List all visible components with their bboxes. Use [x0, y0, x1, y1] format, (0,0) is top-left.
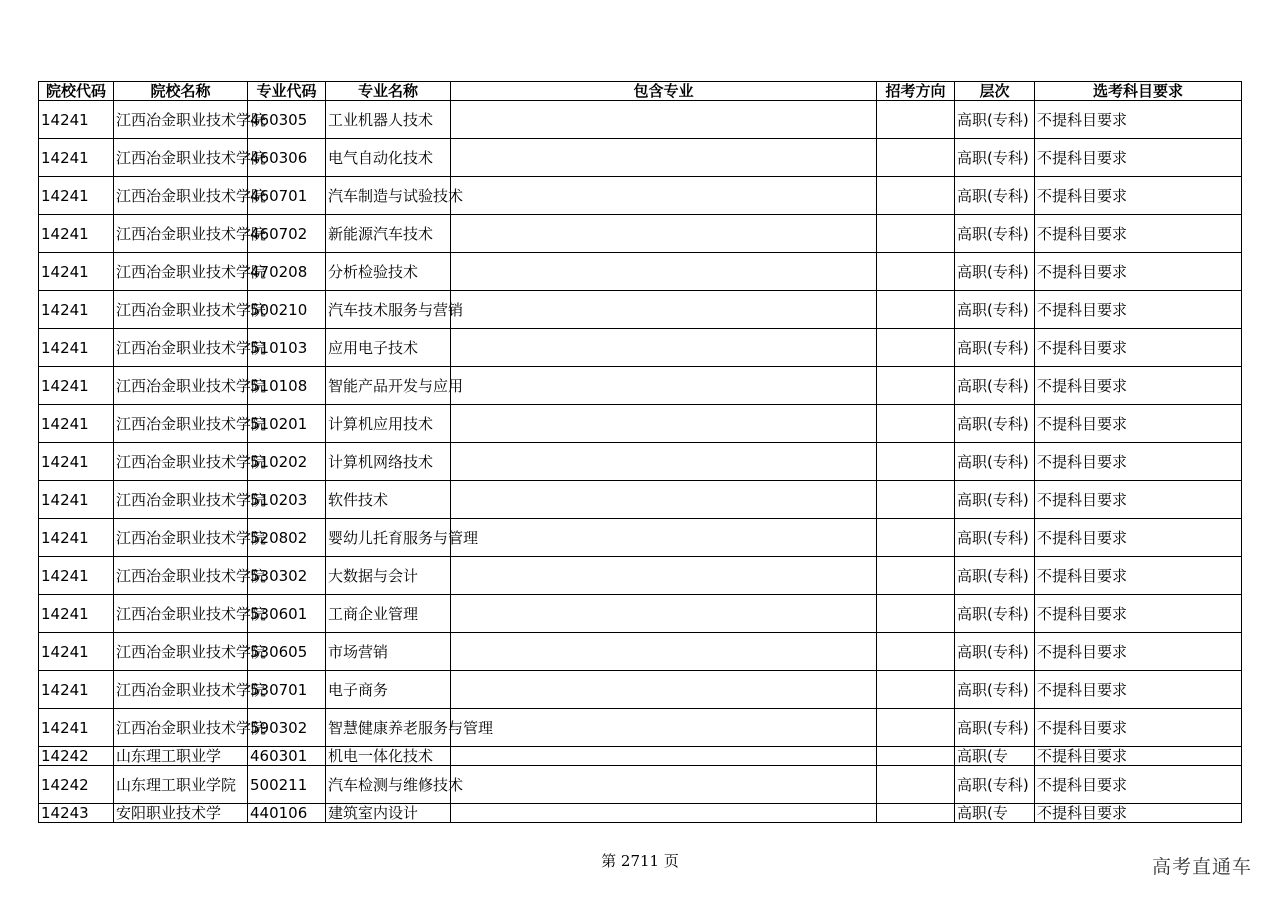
direction-cell: [877, 139, 955, 177]
table-row: [39, 519, 1242, 557]
school-code-cell: 14241: [39, 557, 114, 595]
level-cell-text: 高职(专科): [957, 490, 1029, 509]
level-cell: [955, 804, 1035, 823]
requirement-cell: 不提科目要求: [1035, 443, 1242, 481]
table-row: [39, 633, 1242, 671]
school-name-cell: [114, 253, 267, 291]
table-row: [39, 766, 1242, 804]
page-number: 第 2711 页: [601, 852, 679, 870]
major-code-cell: 530601: [248, 595, 326, 633]
included-majors-cell: [451, 291, 877, 329]
header-requirement: 选考科目要求: [1035, 82, 1242, 101]
school-name-cell: [114, 367, 267, 405]
level-cell: [955, 215, 1035, 253]
major-name-cell: [326, 709, 494, 747]
school-code-cell: 14241: [39, 519, 114, 557]
level-cell-text: 高职(专科): [957, 148, 1029, 167]
admission-table: [38, 81, 1242, 823]
level-cell-text: 高职(专科): [957, 566, 1029, 585]
level-cell-text: 高职(专科): [957, 110, 1029, 129]
level-cell-text: 高职(专科): [957, 414, 1029, 433]
included-majors-cell: [451, 519, 877, 557]
major-code-cell: 530701: [248, 671, 326, 709]
school-name-cell-text: 江西冶金职业技术学院: [116, 110, 267, 129]
major-name-cell: [326, 329, 451, 367]
school-code-cell: 14241: [39, 481, 114, 519]
level-cell: [955, 253, 1035, 291]
direction-cell: [877, 557, 955, 595]
requirement-cell: 不提科目要求: [1035, 215, 1242, 253]
major-name-cell-text: 计算机应用技术: [328, 414, 434, 433]
major-name-cell-text: 大数据与会计: [328, 566, 419, 585]
major-code-cell: 440106: [248, 804, 326, 823]
major-code-cell: 460306: [248, 139, 326, 177]
table-row: [39, 747, 1242, 766]
requirement-cell: 不提科目要求: [1035, 405, 1242, 443]
school-code-cell: 14241: [39, 329, 114, 367]
major-name-cell: [326, 253, 451, 291]
requirement-cell: 不提科目要求: [1035, 766, 1242, 804]
school-name-cell: [114, 557, 267, 595]
table-row: [39, 215, 1242, 253]
school-name-cell-text: 江西冶金职业技术学院: [116, 224, 267, 243]
included-majors-cell: [451, 671, 877, 709]
direction-cell: [877, 709, 955, 747]
direction-cell: [877, 367, 955, 405]
level-cell: [955, 747, 1035, 766]
school-name-cell-text: 江西冶金职业技术学院: [116, 376, 267, 395]
school-name-cell: [114, 766, 248, 804]
major-name-cell-text: 建筑室内设计: [328, 804, 419, 822]
header-school-name: 院校名称: [114, 82, 248, 101]
requirement-cell: 不提科目要求: [1035, 101, 1242, 139]
included-majors-cell: [451, 766, 877, 804]
major-code-cell: 470208: [248, 253, 326, 291]
included-majors-cell: [451, 709, 877, 747]
level-cell: [955, 139, 1035, 177]
school-name-cell-text: 江西冶金职业技术学院: [116, 186, 267, 205]
school-code-cell: 14241: [39, 139, 114, 177]
watermark-text: 高考直通车: [1151, 856, 1252, 878]
school-name-cell-text: 江西冶金职业技术学院: [116, 680, 267, 699]
major-name-cell-text: 智慧健康养老服务与管理: [328, 718, 494, 737]
school-code-cell: 14242: [39, 766, 114, 804]
school-name-cell-text: 江西冶金职业技术学院: [116, 414, 267, 433]
major-name-cell-text: 新能源汽车技术: [328, 224, 434, 243]
requirement-cell: 不提科目要求: [1035, 329, 1242, 367]
major-name-cell: [326, 481, 451, 519]
school-name-cell: [114, 633, 267, 671]
school-code-cell: 14241: [39, 671, 114, 709]
school-code-cell: 14241: [39, 253, 114, 291]
table-row: [39, 101, 1242, 139]
school-name-cell-text: 江西冶金职业技术学院: [116, 718, 267, 737]
direction-cell: [877, 253, 955, 291]
school-name-cell: [114, 405, 267, 443]
school-name-cell: [114, 139, 267, 177]
included-majors-cell: [451, 177, 877, 215]
level-cell: [955, 709, 1035, 747]
included-majors-cell: [451, 139, 877, 177]
major-name-cell: [326, 405, 451, 443]
major-name-cell: [326, 101, 451, 139]
major-code-cell: 460702: [248, 215, 326, 253]
included-majors-cell: [451, 215, 877, 253]
level-cell: [955, 405, 1035, 443]
school-name-cell-text: 山东理工职业学院: [116, 775, 237, 794]
major-name-cell-text: 汽车检测与维修技术: [328, 775, 464, 794]
included-majors-cell: [451, 405, 877, 443]
major-code-cell: 500210: [248, 291, 326, 329]
requirement-cell: 不提科目要求: [1035, 747, 1242, 766]
level-cell: [955, 101, 1035, 139]
included-majors-cell: [451, 557, 877, 595]
table-row: [39, 405, 1242, 443]
major-code-cell: 460301: [248, 747, 326, 766]
table-row: [39, 329, 1242, 367]
level-cell-text: 高职(专: [957, 804, 1008, 822]
school-code-cell: 14241: [39, 177, 114, 215]
school-name-cell: [114, 443, 267, 481]
major-code-cell: 510203: [248, 481, 326, 519]
included-majors-cell: [451, 633, 877, 671]
school-code-cell: 14242: [39, 747, 114, 766]
header-included-majors: 包含专业: [451, 82, 877, 101]
level-cell: [955, 557, 1035, 595]
major-name-cell-text: 婴幼儿托育服务与管理: [328, 528, 479, 547]
school-code-cell: 14241: [39, 405, 114, 443]
school-name-cell-text: 山东理工职业学: [116, 747, 222, 765]
level-cell: [955, 633, 1035, 671]
major-name-cell: [326, 671, 451, 709]
requirement-cell: 不提科目要求: [1035, 804, 1242, 823]
major-code-cell: 510103: [248, 329, 326, 367]
requirement-cell: 不提科目要求: [1035, 291, 1242, 329]
major-name-cell-text: 电气自动化技术: [328, 148, 434, 167]
header-row: [39, 82, 1242, 101]
major-name-cell: [326, 443, 451, 481]
school-name-cell: [114, 595, 267, 633]
direction-cell: [877, 101, 955, 139]
requirement-cell: 不提科目要求: [1035, 253, 1242, 291]
school-name-cell: [114, 329, 267, 367]
included-majors-cell: [451, 101, 877, 139]
major-name-cell-text: 机电一体化技术: [328, 747, 434, 765]
level-cell-text: 高职(专: [957, 747, 1008, 765]
level-cell-text: 高职(专科): [957, 775, 1029, 794]
level-cell-text: 高职(专科): [957, 680, 1029, 699]
major-name-cell-text: 电子商务: [328, 680, 389, 699]
header-school-code: 院校代码: [39, 82, 114, 101]
school-name-cell: [114, 747, 248, 766]
school-code-cell: 14241: [39, 101, 114, 139]
major-name-cell-text: 分析检验技术: [328, 262, 419, 281]
major-code-cell: 510202: [248, 443, 326, 481]
table-row: [39, 595, 1242, 633]
level-cell-text: 高职(专科): [957, 224, 1029, 243]
included-majors-cell: [451, 367, 877, 405]
table-row: [39, 253, 1242, 291]
level-cell: [955, 595, 1035, 633]
level-cell: [955, 443, 1035, 481]
table-row: [39, 804, 1242, 823]
direction-cell: [877, 405, 955, 443]
direction-cell: [877, 595, 955, 633]
included-majors-cell: [451, 443, 877, 481]
level-cell-text: 高职(专科): [957, 376, 1029, 395]
school-name-cell: [114, 671, 267, 709]
included-majors-cell: [451, 595, 877, 633]
direction-cell: [877, 215, 955, 253]
school-name-cell: [114, 215, 267, 253]
level-cell: [955, 671, 1035, 709]
header-major-code: 专业代码: [248, 82, 326, 101]
school-name-cell-text: 江西冶金职业技术学院: [116, 148, 267, 167]
major-name-cell: [326, 766, 464, 804]
school-name-cell: [114, 101, 267, 139]
table-row: [39, 367, 1242, 405]
school-code-cell: 14241: [39, 443, 114, 481]
school-name-cell: [114, 481, 267, 519]
school-name-cell-text: 江西冶金职业技术学院: [116, 604, 267, 623]
major-name-cell: [326, 139, 451, 177]
major-name-cell-text: 工商企业管理: [328, 604, 419, 623]
table-row: [39, 671, 1242, 709]
requirement-cell: 不提科目要求: [1035, 633, 1242, 671]
major-code-cell: 510108: [248, 367, 326, 405]
level-cell-text: 高职(专科): [957, 338, 1029, 357]
school-code-cell: 14241: [39, 215, 114, 253]
school-name-cell-text: 江西冶金职业技术学院: [116, 338, 267, 357]
table-row: [39, 557, 1242, 595]
major-name-cell: [326, 633, 451, 671]
level-cell-text: 高职(专科): [957, 528, 1029, 547]
included-majors-cell: [451, 329, 877, 367]
major-name-cell-text: 汽车制造与试验技术: [328, 186, 464, 205]
major-name-cell-text: 市场营销: [328, 642, 389, 661]
school-code-cell: 14241: [39, 709, 114, 747]
school-name-cell-text: 江西冶金职业技术学院: [116, 452, 267, 471]
school-code-cell: 14241: [39, 633, 114, 671]
major-name-cell-text: 应用电子技术: [328, 338, 419, 357]
level-cell-text: 高职(专科): [957, 186, 1029, 205]
table-row: [39, 139, 1242, 177]
school-code-cell: 14241: [39, 291, 114, 329]
level-cell-text: 高职(专科): [957, 262, 1029, 281]
header-direction: 招考方向: [877, 82, 955, 101]
level-cell-text: 高职(专科): [957, 604, 1029, 623]
school-name-cell-text: 江西冶金职业技术学院: [116, 262, 267, 281]
requirement-cell: 不提科目要求: [1035, 139, 1242, 177]
school-code-cell: 14241: [39, 367, 114, 405]
major-code-cell: 530605: [248, 633, 326, 671]
level-cell-text: 高职(专科): [957, 718, 1029, 737]
level-cell-text: 高职(专科): [957, 642, 1029, 661]
major-code-cell: 590302: [248, 709, 326, 747]
table-body: [39, 101, 1242, 823]
level-cell: [955, 481, 1035, 519]
school-name-cell: [114, 291, 267, 329]
included-majors-cell: [451, 481, 877, 519]
major-name-cell: [326, 291, 464, 329]
level-cell-text: 高职(专科): [957, 452, 1029, 471]
level-cell: [955, 519, 1035, 557]
direction-cell: [877, 443, 955, 481]
school-code-cell: 14241: [39, 595, 114, 633]
school-name-cell-text: 江西冶金职业技术学院: [116, 642, 267, 661]
table-row: [39, 443, 1242, 481]
major-code-cell: 530302: [248, 557, 326, 595]
requirement-cell: 不提科目要求: [1035, 367, 1242, 405]
direction-cell: [877, 766, 955, 804]
requirement-cell: 不提科目要求: [1035, 671, 1242, 709]
level-cell-text: 高职(专科): [957, 300, 1029, 319]
direction-cell: [877, 804, 955, 823]
requirement-cell: 不提科目要求: [1035, 595, 1242, 633]
school-name-cell-text: 江西冶金职业技术学院: [116, 490, 267, 509]
school-code-cell: 14243: [39, 804, 114, 823]
requirement-cell: 不提科目要求: [1035, 519, 1242, 557]
major-name-cell-text: 计算机网络技术: [328, 452, 434, 471]
level-cell: [955, 177, 1035, 215]
requirement-cell: 不提科目要求: [1035, 557, 1242, 595]
major-name-cell-text: 智能产品开发与应用: [328, 376, 464, 395]
header-level: 层次: [955, 82, 1035, 101]
school-name-cell: [114, 177, 267, 215]
major-code-cell: 500211: [248, 766, 326, 804]
direction-cell: [877, 481, 955, 519]
table-row: [39, 481, 1242, 519]
requirement-cell: 不提科目要求: [1035, 177, 1242, 215]
level-cell: [955, 291, 1035, 329]
major-name-cell: [326, 747, 451, 766]
direction-cell: [877, 329, 955, 367]
requirement-cell: 不提科目要求: [1035, 481, 1242, 519]
major-name-cell: [326, 215, 451, 253]
school-name-cell: [114, 804, 248, 823]
school-name-cell-text: 江西冶金职业技术学院: [116, 566, 267, 585]
major-name-cell: [326, 557, 451, 595]
level-cell: [955, 329, 1035, 367]
major-name-cell: [326, 367, 464, 405]
table-row: [39, 291, 1242, 329]
included-majors-cell: [451, 747, 877, 766]
header-major-name: 专业名称: [326, 82, 451, 101]
major-name-cell-text: 汽车技术服务与营销: [328, 300, 464, 319]
major-code-cell: 460701: [248, 177, 326, 215]
school-name-cell-text: 江西冶金职业技术学院: [116, 300, 267, 319]
direction-cell: [877, 519, 955, 557]
major-code-cell: 460305: [248, 101, 326, 139]
major-name-cell: [326, 519, 479, 557]
major-name-cell-text: 软件技术: [328, 490, 389, 509]
direction-cell: [877, 633, 955, 671]
direction-cell: [877, 747, 955, 766]
major-name-cell: [326, 177, 464, 215]
table-row: [39, 177, 1242, 215]
requirement-cell: 不提科目要求: [1035, 709, 1242, 747]
school-name-cell: [114, 709, 267, 747]
level-cell: [955, 766, 1035, 804]
major-code-cell: 520802: [248, 519, 326, 557]
school-name-cell: [114, 519, 267, 557]
school-name-cell-text: 江西冶金职业技术学院: [116, 528, 267, 547]
major-name-cell: [326, 804, 451, 823]
direction-cell: [877, 177, 955, 215]
included-majors-cell: [451, 253, 877, 291]
major-name-cell: [326, 595, 451, 633]
major-name-cell-text: 工业机器人技术: [328, 110, 434, 129]
school-name-cell-text: 安阳职业技术学: [116, 804, 222, 822]
level-cell: [955, 367, 1035, 405]
direction-cell: [877, 671, 955, 709]
major-code-cell: 510201: [248, 405, 326, 443]
direction-cell: [877, 291, 955, 329]
table-row: [39, 709, 1242, 747]
included-majors-cell: [451, 804, 877, 823]
